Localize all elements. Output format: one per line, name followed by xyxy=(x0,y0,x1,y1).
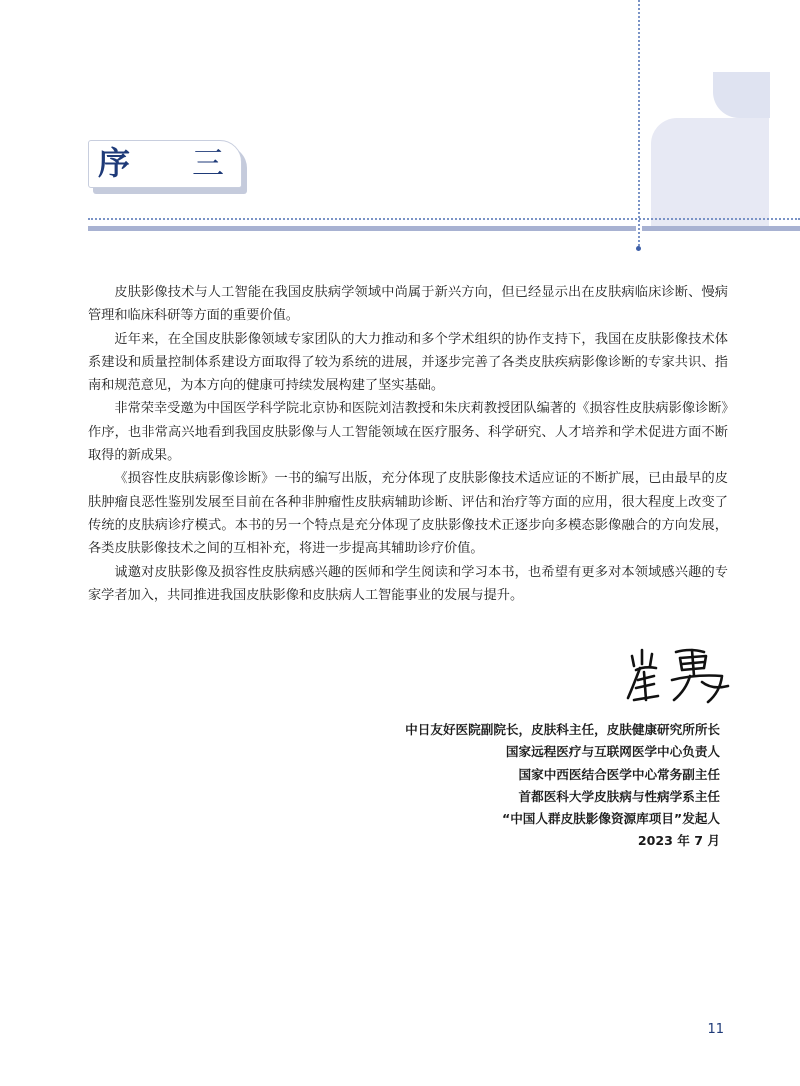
decorative-square-bottom xyxy=(651,118,769,228)
author-title-2: 国家远程医疗与互联网医学中心负责人 xyxy=(505,744,720,760)
decorative-gap xyxy=(651,72,713,118)
author-title-3: 国家中西医结合医学中心常务副主任 xyxy=(518,766,720,782)
chapter-title-char-2: 三 xyxy=(192,144,225,182)
handwritten-signature xyxy=(624,646,734,704)
signature-block xyxy=(300,719,720,853)
horizontal-dotted-rule xyxy=(88,218,800,220)
signature-date: 2023 年 7 月 xyxy=(637,833,720,849)
vertical-line-endpoint xyxy=(636,246,641,251)
page-number: 11 xyxy=(707,1022,724,1037)
paragraph-4: 《损容性皮肤病影像诊断》一书的编写出版，充分体现了皮肤影像技术适应证的不断扩展，已由最早的皮肤肿瘤良恶性鉴别发展至目前在各种非肿瘤性皮肤病辅助诊断、评估和治疗等方面的应用，很大程度上改变了传统的皮肤病诊疗模式。本书的另一个特点是充分体现了皮肤影像技术正逐步向多模态影像融合的方向发展，各类皮肤影像技术之间的互相补充，将进一步提高其辅助诊疗价值。 xyxy=(88,471,728,557)
preface-body xyxy=(88,281,728,607)
author-title-5: “中国人群皮肤影像资源库项目”发起人 xyxy=(501,811,720,827)
author-title-4: 首都医科大学皮肤病与性病学系主任 xyxy=(518,788,720,804)
chapter-title-char-1: 序 xyxy=(98,144,131,182)
header-rule-bar-right xyxy=(642,226,800,231)
paragraph-3: 非常荣幸受邀为中国医学科学院北京协和医院刘洁教授和朱庆莉教授团队编著的《损容性皮肤病影像诊断》作序，也非常高兴地看到我国皮肤影像与人工智能领域在医疗服务、科学研究、人才培养和学术促进方面不断取得的新成果。 xyxy=(88,401,728,464)
vertical-dotted-line xyxy=(638,0,640,250)
author-title-1: 中日友好医院副院长，皮肤科主任，皮肤健康研究所所长 xyxy=(405,722,720,737)
paragraph-1: 皮肤影像技术与人工智能在我国皮肤病学领域中尚属于新兴方向，但已经显示出在皮肤病临床诊断、慢病管理和临床科研等方面的重要价值。 xyxy=(88,285,728,324)
header-rule-bar xyxy=(88,226,636,231)
decorative-square-top xyxy=(713,72,770,118)
paragraph-5: 诚邀对皮肤影像及损容性皮肤病感兴趣的医师和学生阅读和学习本书，也希望有更多对本领域感兴趣的专家学者加入，共同推进我国皮肤影像和皮肤病人工智能事业的发展与提升。 xyxy=(88,564,728,603)
paragraph-2: 近年来，在全国皮肤影像领域专家团队的大力推动和多个学术组织的协作支持下，我国在皮肤影像技术体系建设和质量控制体系建设方面取得了较为系统的进展，并逐步完善了各类皮肤疾病影像诊断的专家共识、指南和规范意见，为本方向的健康可持续发展构建了坚实基础。 xyxy=(88,331,728,394)
